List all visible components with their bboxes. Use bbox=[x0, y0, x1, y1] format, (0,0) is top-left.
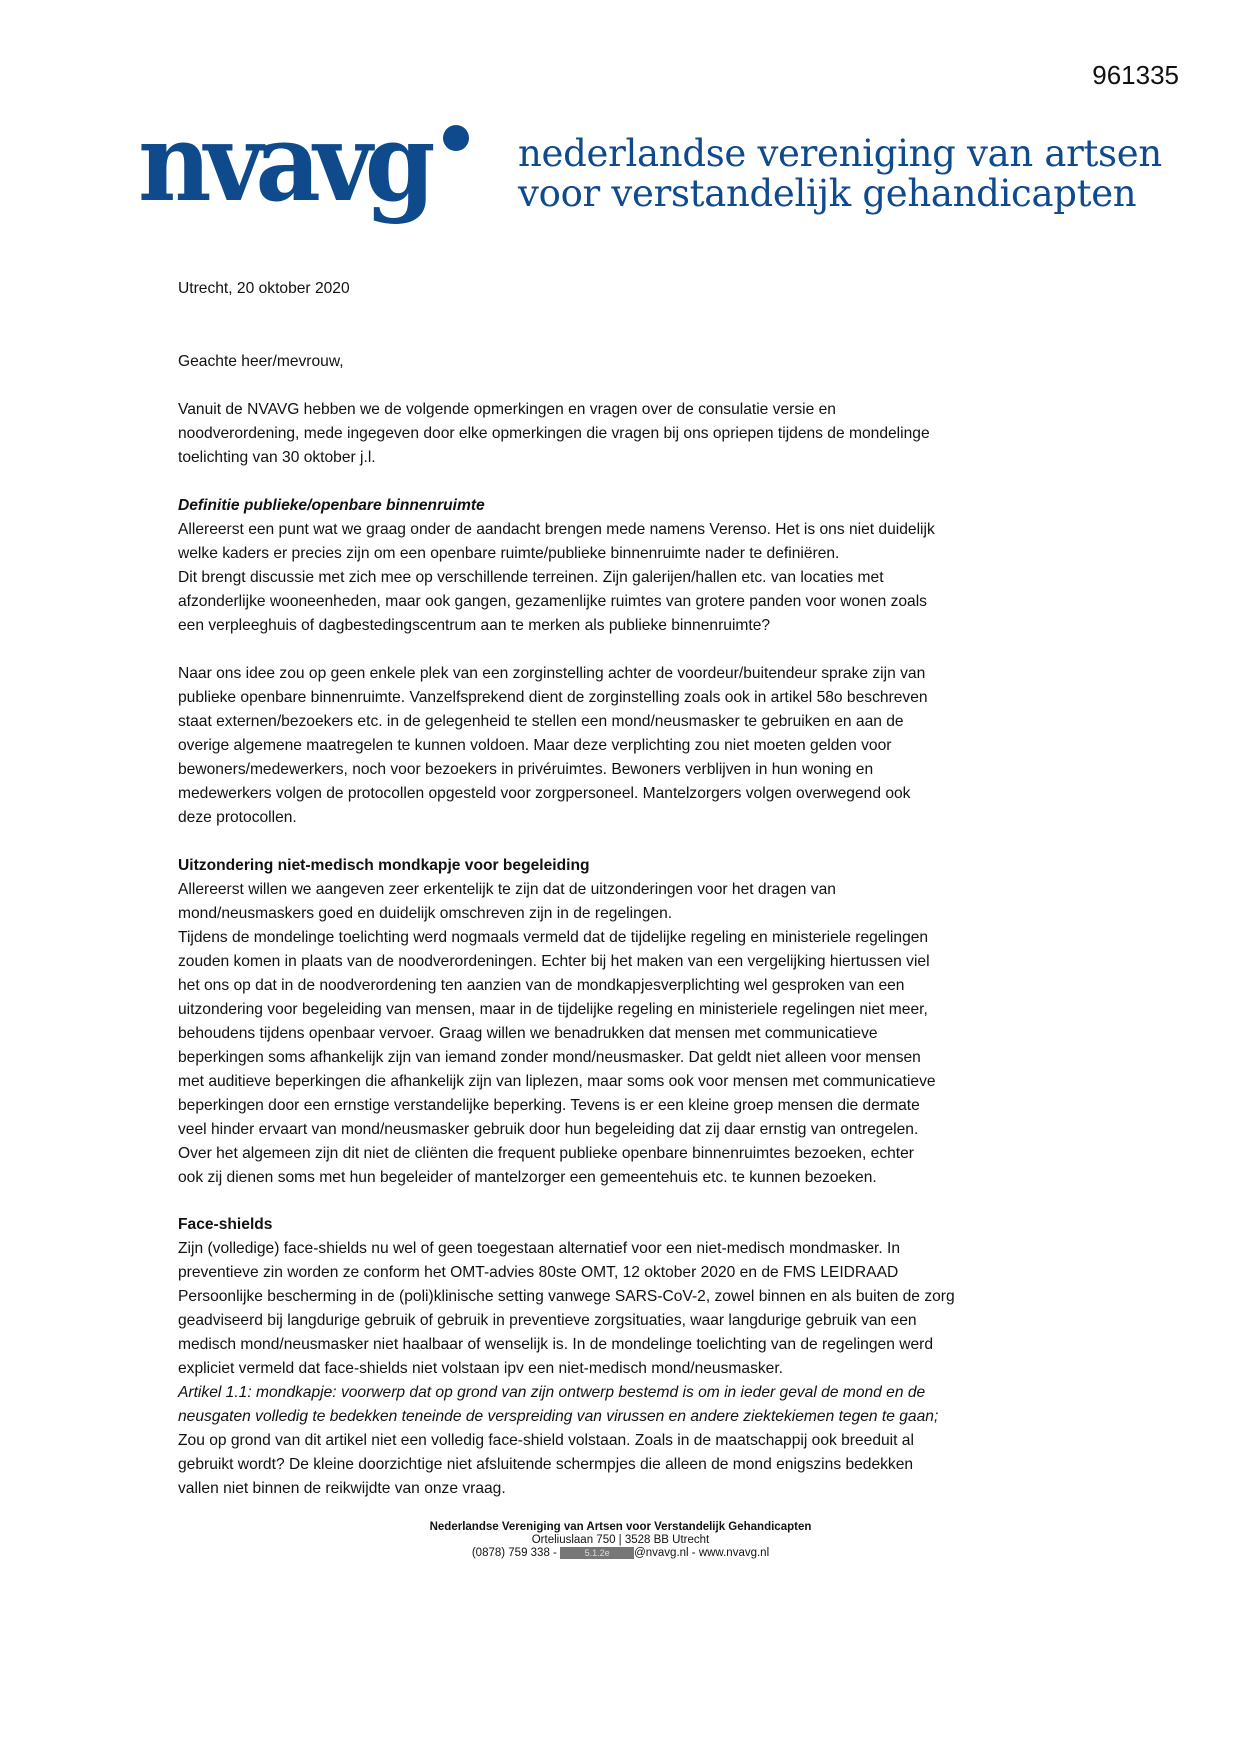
section3-paragraph-2 bbox=[178, 1429, 914, 1501]
intro-paragraph bbox=[178, 398, 930, 470]
text-line: ook zij dienen soms met hun begeleider of mantelzorger een gemeentehuis etc. te kunnen bezoeken. bbox=[178, 1169, 877, 1186]
text-line: een verpleeghuis of dagbestedingscentrum aan te merken als publieke binnenruimte? bbox=[178, 617, 771, 634]
text-line: staat externen/bezoekers etc. in de gelegenheid te stellen een mond/neusmasker te gebruiken en aan de bbox=[178, 713, 904, 730]
redaction-box: 5.1.2e bbox=[560, 1547, 634, 1559]
letter-footer bbox=[0, 1521, 1241, 1560]
text-line: behoudens tijdens openbaar vervoer. Graag willen we benadrukken dat mensen met communicatieve bbox=[178, 1025, 878, 1042]
text-line: veel hinder ervaart van mond/neusmasker gebruik door hun begeleiding dat zij daar ernstig van ontregelen. bbox=[178, 1121, 919, 1138]
text-line: Dit brengt discussie met zich mee op verschillende terreinen. Zijn galerijen/hallen etc. van locaties met bbox=[178, 569, 884, 586]
text-line: gebruikt wordt? De kleine doorzichtige niet afsluitende schermpjes die alleen de mond enigszins bedekken bbox=[178, 1456, 914, 1473]
text-line: zouden komen in plaats van de noodverordeningen. Echter bij het maken van een vergelijking hiertussen viel bbox=[178, 953, 930, 970]
nvavg-logo bbox=[138, 112, 478, 257]
text-line: overige algemene maatregelen te kunnen voldoen. Maar deze verplichting zou niet moeten gelden voor bbox=[178, 737, 892, 754]
section1-paragraph-2 bbox=[178, 662, 928, 830]
section-heading-definitie: Definitie publieke/openbare binnenruimte bbox=[178, 497, 485, 514]
text-line: afzonderlijke wooneenheden, maar ook gangen, gezamenlijke ruimtes van grotere panden voor wonen zoals bbox=[178, 593, 927, 610]
footer-organization: Nederlandse Vereniging van Artsen voor Verstandelijk Gehandicapten bbox=[429, 1521, 812, 1533]
section3-paragraph-1 bbox=[178, 1237, 955, 1381]
letter-date: Utrecht, 20 oktober 2020 bbox=[178, 280, 350, 297]
text-line: vallen niet binnen de reikwijdte van onze vraag. bbox=[178, 1480, 506, 1497]
article-quote bbox=[178, 1381, 938, 1429]
text-line: geadviseerd bij langdurige gebruik of gebruik in preventieve zorgsituaties, waar langdurige gebruik van een bbox=[178, 1312, 917, 1329]
text-line: mond/neusmaskers goed en duidelijk omschreven zijn in de regelingen. bbox=[178, 905, 673, 922]
text-line: expliciet vermeld dat face-shields niet volstaan ipv een niet-medisch mond/neusmasker. bbox=[178, 1360, 783, 1377]
text-line: noodverordening, mede ingegeven door elke opmerkingen die vragen bij ons opriepen tijdens de mondelinge bbox=[178, 425, 930, 442]
section-heading-uitzondering: Uitzondering niet-medisch mondkapje voor begeleiding bbox=[178, 857, 590, 874]
text-line: publieke openbare binnenruimte. Vanzelfsprekend dient de zorginstelling zoals ook in artikel 58o beschreven bbox=[178, 689, 928, 706]
tagline-line-1: nederlandse vereniging van artsen bbox=[518, 132, 1162, 175]
text-line: beperkingen soms afhankelijk zijn van iemand zonder mond/neusmasker. Dat geldt niet alleen voor mensen bbox=[178, 1049, 921, 1066]
text-line: uitzondering voor begeleiding van mensen, maar in de tijdelijke regeling en ministeriele regelingen niet meer, bbox=[178, 1001, 928, 1018]
text-line: Over het algemeen zijn dit niet de cliënten die frequent publieke openbare binnenruimtes bezoeken, echter bbox=[178, 1145, 914, 1162]
text-line: neusgaten volledig te bedekken teneinde de verspreiding van virussen en andere ziektekiemen tegen te gaan; bbox=[178, 1408, 939, 1425]
text-line: Allereerst een punt wat we graag onder de aandacht brengen mede namens Verenso. Het is ons niet duidelijk bbox=[178, 521, 935, 538]
footer-email-web: @nvavg.nl - www.nvavg.nl bbox=[634, 1547, 770, 1560]
text-line: deze protocollen. bbox=[178, 809, 297, 826]
text-line: Artikel 1.1: mondkapje: voorwerp dat op grond van zijn ontwerp bestemd is om in ieder geval de mond en de bbox=[178, 1384, 926, 1401]
text-line: Allereerst willen we aangeven zeer erkentelijk te zijn dat de uitzonderingen voor het dragen van bbox=[178, 881, 836, 898]
text-line: medisch mond/neusmasker niet haalbaar of wenselijk is. In de mondelinge toelichting van de regelingen werd bbox=[178, 1336, 934, 1353]
section1-paragraph-1 bbox=[178, 518, 935, 638]
text-line: Vanuit de NVAVG hebben we de volgende opmerkingen en vragen over de consulatie versie en bbox=[178, 401, 836, 418]
tagline-line-2: voor verstandelijk gehandicapten bbox=[518, 172, 1137, 215]
organization-tagline bbox=[518, 134, 1162, 214]
footer-address: Orteliuslaan 750 | 3528 BB Utrecht bbox=[531, 1534, 710, 1546]
text-line: Zou op grond van dit artikel niet een volledig face-shield volstaan. Zoals in de maatschappij ook breeduit al bbox=[178, 1432, 914, 1449]
text-line: toelichting van 30 oktober j.l. bbox=[178, 449, 376, 466]
text-line: Persoonlijke bescherming in de (poli)klinische setting vanwege SARS-CoV-2, zowel binnen en als buiten de zorg bbox=[178, 1288, 955, 1305]
salutation: Geachte heer/mevrouw, bbox=[178, 353, 344, 370]
document-number: 961335 bbox=[1092, 60, 1179, 90]
text-line: het ons op dat in de noodverordening ten aanzien van de mondkapjesverplichting wel gesproken van een bbox=[178, 977, 905, 994]
text-line: met auditieve beperkingen die afhankelijk zijn van liplezen, maar soms ook voor mensen met communicatieve bbox=[178, 1073, 936, 1090]
footer-phone: (0878) 759 338 - bbox=[471, 1547, 557, 1560]
text-line: Zijn (volledige) face-shields nu wel of geen toegestaan alternatief voor een niet-medisch mondmasker. In bbox=[178, 1240, 901, 1257]
text-line: medewerkers volgen de protocollen opgesteld voor zorgpersoneel. Mantelzorgers volgen overwegend ook bbox=[178, 785, 911, 802]
text-line: Tijdens de mondelinge toelichting werd nogmaals vermeld dat de tijdelijke regeling en ministeriele regelingen bbox=[178, 929, 929, 946]
text-line: beperkingen door een ernstige verstandelijke beperking. Tevens is er een kleine groep mensen die dermate bbox=[178, 1097, 920, 1114]
section2-paragraph bbox=[178, 878, 936, 1190]
text-line: Naar ons idee zou op geen enkele plek van een zorginstelling achter de voordeur/buitendeur sprake zijn van bbox=[178, 665, 926, 682]
text-line: preventieve zin worden ze conform het OMT-advies 80ste OMT, 12 oktober 2020 en de FMS LEIDRAAD bbox=[178, 1264, 899, 1281]
section-heading-face-shields: Face-shields bbox=[178, 1216, 273, 1233]
text-line: bewoners/medewerkers, noch voor bezoekers in privéruimtes. Bewoners verblijven in hun woning en bbox=[178, 761, 874, 778]
svg-text:nvavg: nvavg bbox=[138, 112, 434, 226]
footer-contact bbox=[0, 1547, 1241, 1560]
text-line: welke kaders er precies zijn om een openbare ruimte/publieke binnenruimte nader te definiëren. bbox=[178, 545, 840, 562]
